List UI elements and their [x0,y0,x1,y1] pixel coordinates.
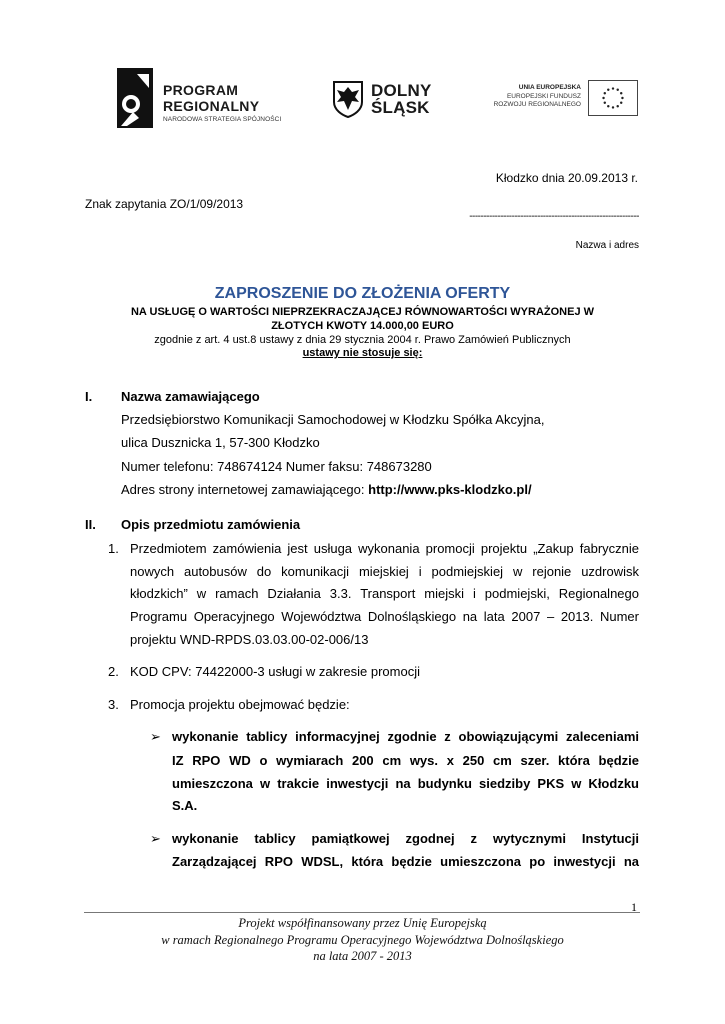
eagle-crest-icon [332,80,364,118]
law-not-applied: ustawy nie stosuje się: [302,347,423,359]
section2-number: II. [85,517,96,532]
item3-text: Promocja projektu obejmować będzie: [130,697,350,712]
footer-line3: na lata 2007 - 2013 [313,949,412,963]
section2-heading: Opis przedmiotu zamówienia [121,517,301,532]
item1-line1: Przedmiotem zamówienia jest usługa wykonania promocji projektu „Zakup fabrycznie [130,541,639,556]
item1-line2: nowych autobusów do komunikacji miejskiej i podmiejskiej w rejonie uzdrowisk [130,564,639,579]
section1-line3: Numer telefonu: 748674124 Numer faksu: 748673280 [121,459,432,474]
section1-website-row [121,482,532,497]
dolny-slask-logo [332,80,444,120]
section1-line1: Przedsiębiorstwo Komunikacji Samochodowej w Kłodzku Spółka Akcyjna, [121,412,545,427]
arrow-bullet-icon: ➢ [150,831,161,846]
subtitle-line1: NA USŁUGĘ O WARTOŚCI NIEPRZEKRACZAJĄCEJ RÓWNOWARTOŚCI WYRAŻONEJ W [130,306,595,318]
section1-line2: ulica Dusznicka 1, 57-300 Kłodzko [121,435,320,450]
document-title: ZAPROSZENIE DO ZŁOŻENIA OFERTY [214,285,511,302]
item3-number: 3. [108,697,119,712]
item1-line4: Programu Operacyjnego Województwa Dolnośląskiego na lata 2007 – 2013. Numer [130,609,639,624]
bullet1-line4: S.A. [172,798,198,813]
name-address-label: Nazwa i adres [575,240,639,251]
dolny-logo-line2: ŚLĄSK [371,98,430,117]
website-link[interactable]: http://www.pks-klodzko.pl/ [368,482,532,497]
item2-number: 2. [108,664,119,679]
eu-flag-icon [588,80,638,116]
program-regionalny-logo [117,68,292,130]
subtitle-line2: ZŁOTYCH KWOTY 14.000,00 EURO [271,320,454,332]
eu-logo-line3: ROZWOJU REGIONALNEGO [493,101,581,108]
bullet2-line2: Zarządzającej RPO WDSL, która będzie umieszczona po inwestycji na [172,854,639,869]
bullet1-line3: umieszczona w trakcie inwestycji na budynku siedziby PKS w Kłodzku [172,776,639,791]
footer-line2: w ramach Regionalnego Programu Operacyjnego Województwa Dolnośląskiego [161,933,564,947]
legal-basis: zgodnie z art. 4 ust.8 ustawy z dnia 29 stycznia 2004 r. Prawo Zamówień Publicznych [154,334,571,346]
website-label: Adres strony internetowej zamawiającego: [121,482,369,497]
page-number: 1 [631,900,637,914]
eu-logo [488,80,638,118]
footer-divider [84,912,640,913]
section1-number: I. [85,389,93,404]
bullet1-line2: IZ RPO WD o wymiarach 200 cm wys. x 250 cm szer. która będzie [172,753,639,768]
item1-number: 1. [108,541,119,556]
program-logo-line3: NARODOWA STRATEGIA SPÓJNOŚCI [163,116,282,123]
program-regionalny-emblem-icon [117,68,153,128]
program-logo-line2: REGIONALNY [163,98,260,114]
program-logo-line1: PROGRAM [163,82,239,98]
place-date: Kłodzko dnia 20.09.2013 r. [495,171,638,185]
reference-number: Znak zapytania ZO/1/09/2013 [85,197,244,211]
item1-line5: projektu WND-RPDS.03.03.00-02-006/13 [130,632,369,647]
item1-line3: kłodzkich” w ramach Działania 3.3. Transport miejski i podmiejski, Regionalnego [130,586,639,601]
dolny-logo-line1: DOLNY [371,81,432,100]
arrow-bullet-icon: ➢ [150,729,161,744]
section1-heading: Nazwa zamawiającego [121,389,260,404]
footer-line1: Projekt współfinansowany przez Unię Europejską [238,916,487,930]
eu-logo-line1: UNIA EUROPEJSKA [518,84,581,91]
eu-logo-line2: EUROPEJSKI FUNDUSZ [506,93,581,100]
bullet2-line1: wykonanie tablicy pamiątkowej zgodnej z wytycznymi Instytucji [172,831,639,846]
item2-text: KOD CPV: 74422000-3 usługi w zakresie promocji [130,664,420,679]
dotted-line: ------------------------------------------------------------ [469,211,639,222]
bullet1-line1: wykonanie tablicy informacyjnej zgodnie z obowiązującymi zaleceniami [172,729,639,744]
